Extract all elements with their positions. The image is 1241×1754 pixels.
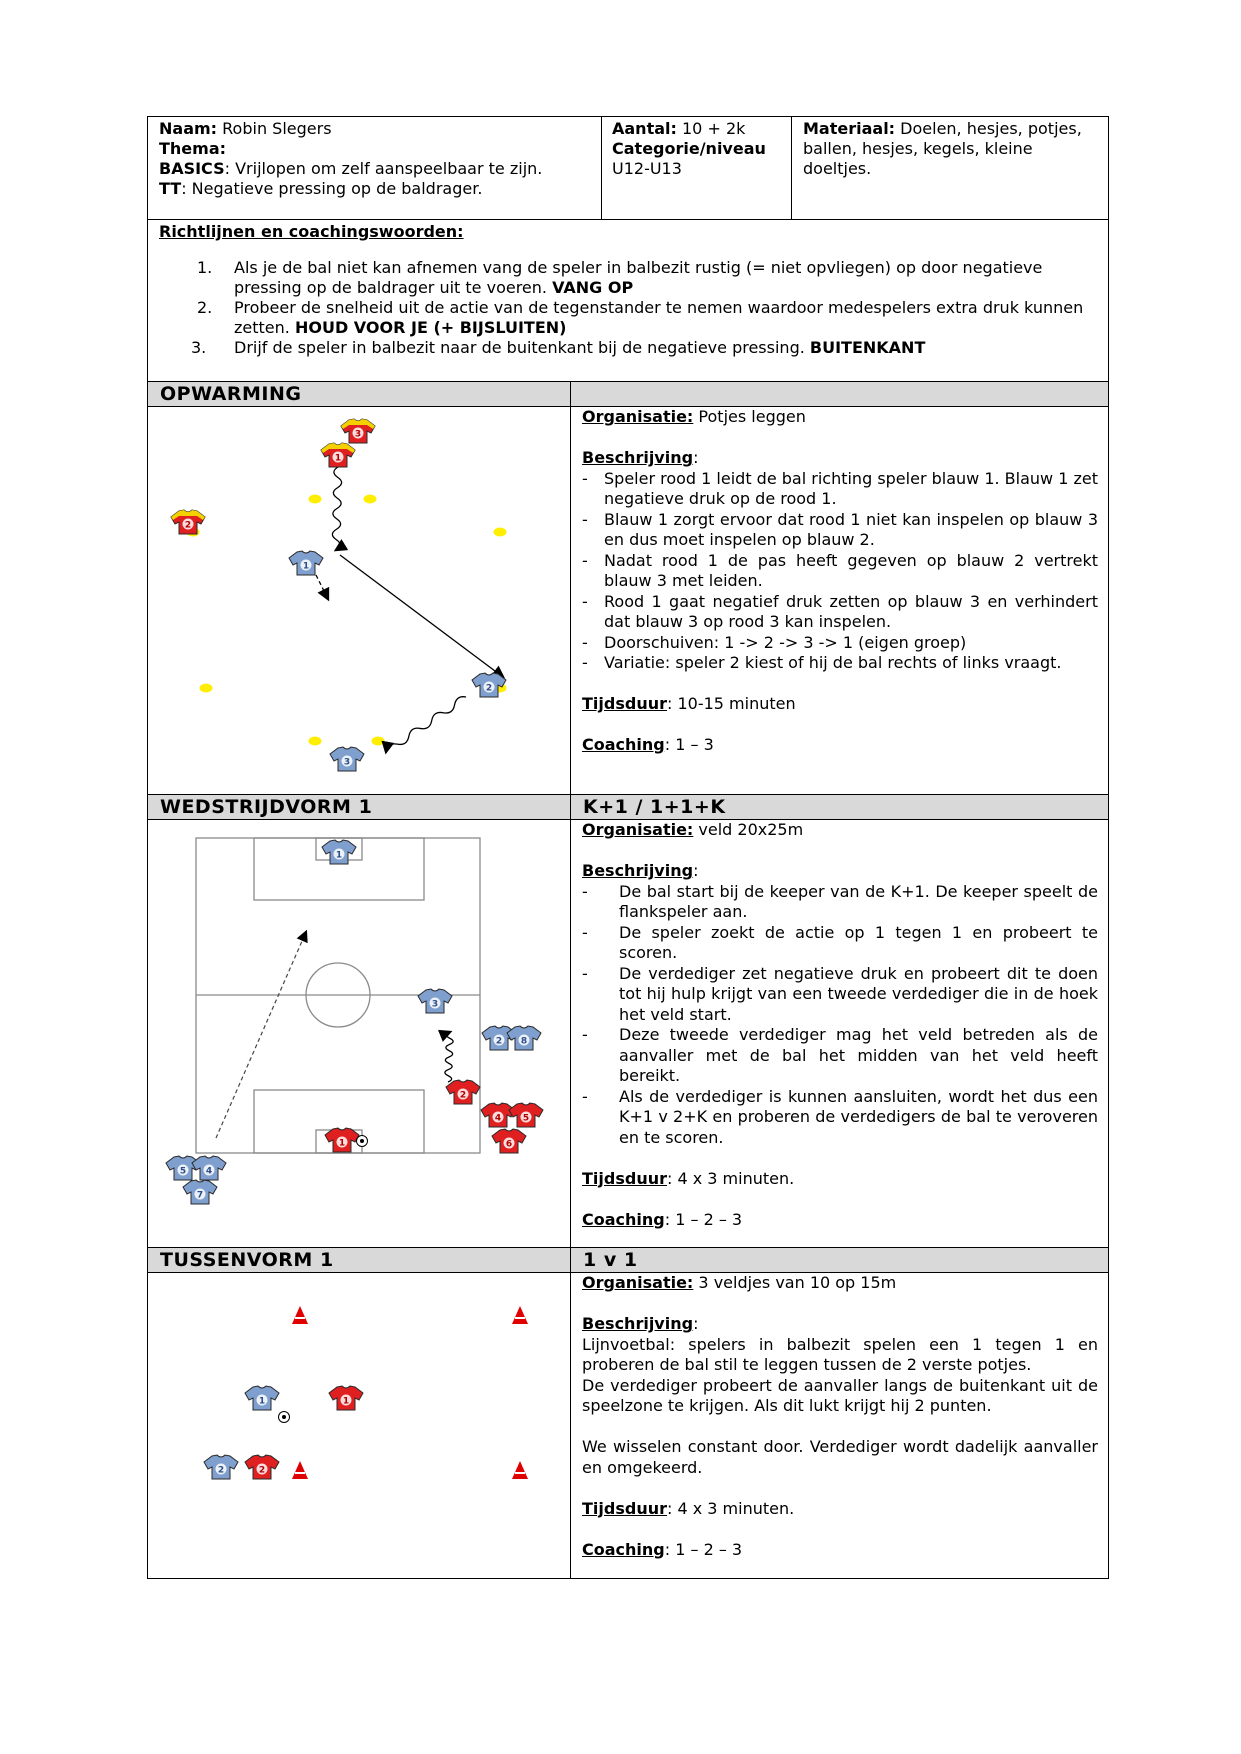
tussenvorm-diagram — [148, 1273, 571, 1578]
blue-player-shirt — [183, 1180, 217, 1204]
svg-text:8: 8 — [520, 1036, 528, 1047]
cone-marker — [309, 495, 322, 504]
section-title: OPWARMING — [148, 382, 571, 406]
naam-value: Robin Slegers — [222, 119, 332, 138]
list-item: - Variatie: speler 2 kiest of hij de bal rechts of links vraagt. — [582, 653, 1098, 674]
cone-stripe — [515, 1472, 525, 1474]
organisatie-value: veld 20x25m — [698, 820, 804, 839]
guidelines — [148, 220, 1108, 382]
tijdsduur-label: Tijdsduur — [582, 694, 667, 713]
section-subtitle: K+1 / 1+1+K — [583, 796, 726, 818]
coaching-label: Coaching — [582, 735, 665, 754]
run-arrow — [216, 932, 306, 1138]
thema-label: Thema: — [159, 139, 227, 158]
section-title: TUSSENVORM 1 — [148, 1248, 571, 1272]
red-player-shirt — [329, 1386, 363, 1410]
svg-text:2: 2 — [184, 520, 192, 531]
blue-player-shirt — [330, 747, 364, 771]
section-subtitle: 1 v 1 — [583, 1249, 638, 1271]
tt-value: : Negatieve pressing op de baldrager. — [181, 179, 483, 198]
pass-arrow — [340, 555, 503, 677]
section-body-wedstrijdvorm — [148, 820, 1108, 1248]
beschrijving-label: Beschrijving — [582, 1314, 694, 1333]
materiaal-value-3: doeltjes. — [803, 159, 872, 178]
svg-text:1: 1 — [342, 1396, 350, 1407]
tussenvorm-text — [571, 1273, 1108, 1578]
header-aantal — [602, 117, 792, 219]
svg-text:2: 2 — [485, 683, 493, 694]
materiaal-value-2: ballen, hesjes, kegels, kleine — [803, 139, 1033, 158]
cone-stripe — [515, 1317, 525, 1319]
svg-text:2: 2 — [495, 1036, 503, 1047]
section-header-tussenvorm — [148, 1248, 1108, 1273]
categorie-label: Categorie/niveau — [612, 139, 766, 158]
svg-text:3: 3 — [343, 757, 351, 768]
section-header-wedstrijdvorm — [148, 795, 1108, 820]
guideline-item — [159, 298, 1098, 338]
guideline-text: Probeer de snelheid uit de actie van de tegenstander te nemen waardoor medespelers extra druk kunnen zetten. — [234, 298, 1084, 337]
opwarming-diagram-svg — [148, 407, 570, 794]
guideline-text: Drijf de speler in balbezit naar de buitenkant bij de negatieve pressing. — [234, 338, 810, 357]
svg-text:7: 7 — [196, 1190, 204, 1201]
svg-text:6: 6 — [505, 1139, 513, 1150]
svg-text:1: 1 — [302, 561, 310, 572]
section-subtitle — [571, 382, 583, 406]
beschrijving-label: Beschrijving — [582, 448, 694, 467]
blue-player-shirt — [289, 551, 323, 575]
list-item: - De verdediger zet negatieve druk en probeert dit te doen tot hij hulp krijgt van een tweede verdediger die in de hoek het veld start. — [582, 964, 1098, 1026]
guideline-item — [159, 258, 1098, 298]
tijdsduur-value: : 4 x 3 minuten. — [666, 1498, 795, 1518]
cone-marker — [372, 737, 385, 746]
organisatie-label: Organisatie: — [582, 820, 694, 839]
red-player-shirt — [492, 1129, 526, 1153]
list-item: - Deze tweede verdediger mag het veld betreden als de aanvaller met de bal het midden van het veld heeft bereikt. — [582, 1025, 1098, 1087]
list-item: - Als de verdediger is kunnen aansluiten, wordt het dus een K+1 v 2+K en proberen de verdedigers de bal te veroveren en te scoren. — [582, 1087, 1098, 1149]
guideline-item — [159, 338, 1098, 358]
svg-text:3: 3 — [431, 999, 439, 1010]
aantal-label: Aantal: — [612, 119, 677, 138]
section-header-opwarming — [148, 382, 1108, 407]
description-paragraph: De verdediger probeert de aanvaller langs de buitenkant uit de speelzone te krijgen. Als dit lukt krijgt hij 2 punten. — [582, 1375, 1098, 1415]
description-paragraph: Lijnvoetbal: spelers in balbezit spelen een 1 tegen 1 en proberen de bal stil te leggen tussen de 2 verste potjes. — [582, 1334, 1098, 1374]
tt-label: TT — [159, 179, 182, 198]
materiaal-label: Materiaal: — [803, 119, 896, 138]
organisatie-value: 3 veldjes van 10 op 15m — [698, 1273, 897, 1292]
svg-text:5: 5 — [522, 1113, 530, 1124]
red-cone-icon — [292, 1306, 308, 1324]
basics-label: BASICS — [159, 159, 225, 178]
blue-player-shirt — [204, 1455, 238, 1479]
organisatie-value: Potjes leggen — [698, 407, 806, 426]
run-arrow — [316, 575, 328, 599]
list-item: - De speler zoekt de actie op 1 tegen 1 en probeert te scoren. — [582, 923, 1098, 964]
red-cone-icon — [292, 1461, 308, 1479]
beschrijving-list — [582, 882, 1098, 1149]
red-cone-icon — [512, 1306, 528, 1324]
cone-stripe — [295, 1472, 305, 1474]
svg-text:4: 4 — [494, 1113, 502, 1124]
cone-marker — [364, 495, 377, 504]
tijdsduur-label: Tijdsduur — [582, 1498, 667, 1518]
colon: : — [693, 448, 699, 467]
blue-player-shirt — [192, 1156, 226, 1180]
guideline-text: Als je de bal niet kan afnemen vang de speler in balbezit rustig (= niet opvliegen) op door negatieve pressing op de baldrager uit te voeren. — [234, 258, 1043, 297]
svg-text:2: 2 — [217, 1465, 225, 1476]
beschrijving-list — [582, 469, 1098, 674]
svg-text:1: 1 — [258, 1396, 266, 1407]
list-item: - Speler rood 1 leidt de bal richting speler blauw 1. Blauw 1 zet negatieve druk op de rood 1. — [582, 469, 1098, 510]
blue-player-shirt — [507, 1026, 541, 1050]
coaching-value: : 1 – 3 — [664, 735, 714, 754]
basics-value: : Vrijlopen om zelf aanspeelbaar te zijn. — [224, 159, 543, 178]
blue-player-shirt — [472, 673, 506, 697]
materiaal-value-1: Doelen, hesjes, potjes, — [900, 119, 1082, 138]
red-player-shirt — [325, 1128, 359, 1152]
coaching-value: : 1 – 2 – 3 — [664, 1209, 743, 1229]
list-item: - De bal start bij de keeper van de K+1. De keeper speelt de flankspeler aan. — [582, 882, 1098, 923]
guideline-keyword: BUITENKANT — [809, 338, 926, 357]
tussenvorm-diagram-svg — [148, 1273, 570, 1578]
guideline-number: 3. — [191, 338, 207, 357]
opwarming-diagram — [148, 407, 571, 794]
list-item: - Nadat rood 1 de pas heeft gegeven op blauw 2 vertrekt blauw 3 met leiden. — [582, 551, 1098, 592]
svg-text:2: 2 — [258, 1465, 266, 1476]
section-body-tussenvorm — [148, 1273, 1108, 1578]
cone-marker — [494, 528, 507, 537]
coaching-label: Coaching — [582, 1539, 665, 1559]
svg-text:1: 1 — [335, 850, 343, 861]
section-body-opwarming — [148, 407, 1108, 795]
list-item: - Rood 1 gaat negatief druk zetten op blauw 3 en verhindert dat blauw 3 op rood 3 kan inspelen. — [582, 592, 1098, 633]
cone-stripe — [295, 1317, 305, 1319]
list-item: - Doorschuiven: 1 -> 2 -> 3 -> 1 (eigen groep) — [582, 633, 1098, 654]
naam-label: Naam: — [159, 119, 218, 138]
opwarming-text — [571, 407, 1108, 794]
red-player-shirt — [446, 1080, 480, 1104]
organisatie-label: Organisatie: — [582, 407, 694, 426]
description-paragraph: We wisselen constant door. Verdediger wordt dadelijk aanvaller en omgekeerd. — [582, 1437, 1098, 1477]
red-player-shirt — [341, 419, 375, 443]
coaching-value: : 1 – 2 – 3 — [664, 1539, 743, 1559]
guideline-keyword: VANG OP — [552, 278, 634, 297]
header-info — [148, 117, 602, 219]
red-player-shirt — [321, 443, 355, 467]
section-title: WEDSTRIJDVORM 1 — [148, 795, 571, 819]
red-player-shirt — [245, 1455, 279, 1479]
svg-text:1: 1 — [338, 1138, 346, 1149]
svg-text:5: 5 — [179, 1166, 187, 1177]
svg-text:3: 3 — [354, 429, 362, 440]
dribble-arrow — [386, 697, 466, 752]
colon: : — [693, 1314, 699, 1333]
guidelines-title: Richtlijnen en coachingswoorden: — [159, 222, 464, 241]
svg-text:4: 4 — [205, 1166, 213, 1177]
guideline-number: 1. — [197, 258, 213, 277]
beschrijving-label: Beschrijving — [582, 861, 694, 880]
cone-marker — [309, 737, 322, 746]
red-player-shirt — [481, 1103, 515, 1127]
organisatie-label: Organisatie: — [582, 1273, 694, 1292]
list-item: - Blauw 1 zorgt ervoor dat rood 1 niet kan inspelen op blauw 3 en dus moet inspelen op blauw 2. — [582, 510, 1098, 551]
ball-patch — [360, 1139, 364, 1143]
colon: : — [693, 861, 699, 880]
red-cone-icon — [512, 1461, 528, 1479]
tijdsduur-label: Tijdsduur — [582, 1168, 667, 1188]
guidelines-list — [159, 258, 1098, 358]
guideline-keyword: HOUD VOOR JE (+ BIJSLUITEN) — [294, 318, 567, 337]
session-sheet — [147, 116, 1109, 1579]
blue-player-shirt — [418, 989, 452, 1013]
svg-text:2: 2 — [459, 1090, 467, 1101]
wedstrijdvorm-diagram — [148, 820, 571, 1247]
red-player-shirt — [171, 510, 205, 534]
guideline-number: 2. — [197, 298, 213, 317]
coaching-label: Coaching — [582, 1209, 665, 1229]
blue-player-shirt — [245, 1386, 279, 1410]
svg-text:1: 1 — [334, 453, 342, 464]
header-row — [148, 117, 1108, 220]
cone-marker — [200, 684, 213, 693]
dribble-arrow — [332, 467, 341, 550]
header-materiaal — [792, 117, 1108, 219]
wedstrijdvorm-text — [571, 820, 1108, 1247]
tijdsduur-value: : 4 x 3 minuten. — [666, 1168, 795, 1188]
red-player-shirt — [509, 1103, 543, 1127]
tijdsduur-value: : 10-15 minuten — [666, 694, 796, 713]
dribble-arrow — [445, 1032, 453, 1082]
ball-patch — [282, 1415, 286, 1419]
wedstrijdvorm-diagram-svg — [148, 820, 570, 1247]
categorie-value: U12-U13 — [612, 159, 682, 178]
aantal-value: 10 + 2k — [682, 119, 746, 138]
